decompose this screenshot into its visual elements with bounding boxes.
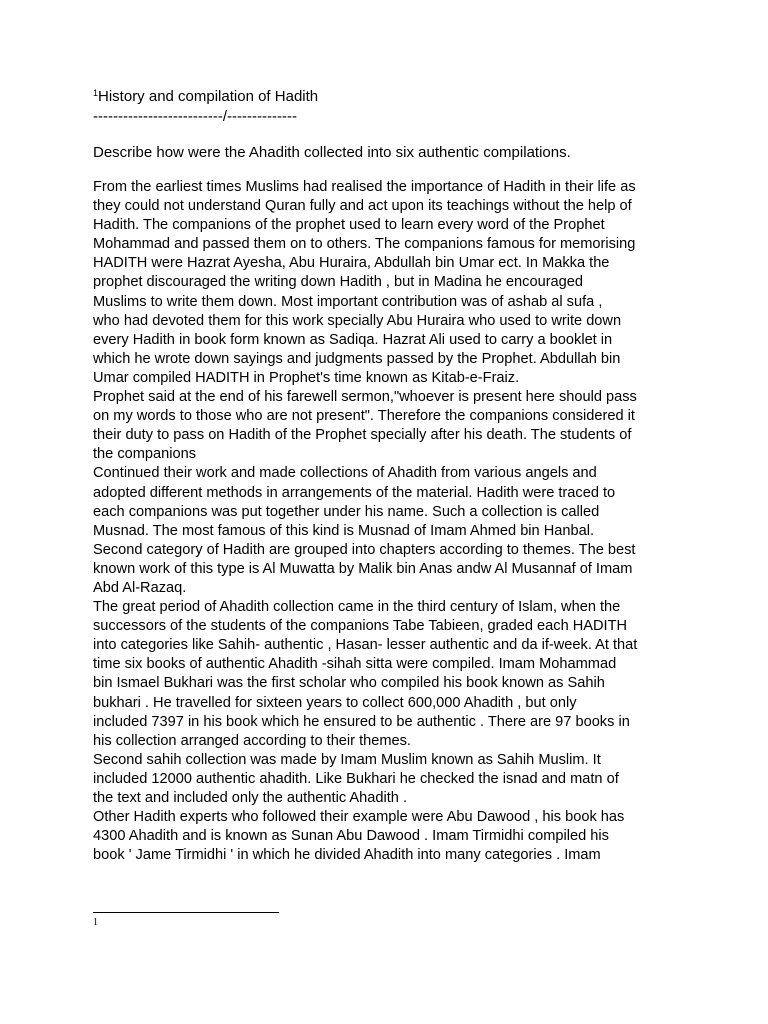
text-line: the text and included only the authentic Ahadith . (93, 790, 407, 806)
text-line: included 12000 authentic ahadith. Like Bukhari he checked the isnad and matn of (93, 770, 619, 787)
document-heading (93, 87, 318, 106)
text-line: Hadith. The companions of the prophet used to learn every word of the Prophet (93, 217, 605, 234)
text-line: Umar compiled HADITH in Prophet's time known as Kitab-e-Fraiz. (93, 369, 520, 386)
text-line: every Hadith in book form known as Sadiqa. Hazrat Ali used to carry a booklet in (93, 331, 613, 348)
text-line: 4300 Ahadith and is known as Sunan Abu Dawood . Imam Tirmidhi compiled his (93, 828, 609, 845)
text-line: Second category of Hadith are grouped into chapters according to themes. The best (93, 541, 636, 558)
footnote-reference: 1 (93, 88, 99, 98)
text-line: prophet discouraged the writing down Hadith , but in Madina he encouraged (93, 274, 584, 291)
text-line: included 7397 in his book which he ensured to be authentic . There are 97 books in (93, 713, 630, 730)
text-line: Prophet said at the end of his farewell sermon,"whoever is present here should pass (93, 389, 637, 406)
text-line: on my words to those who are not present". Therefore the companions considered it (93, 408, 635, 425)
text-line: his collection arranged according to their themes. (93, 732, 411, 749)
footnote-separator (93, 912, 279, 913)
body-text (93, 178, 693, 865)
text-line: each companions was put together under his name. Such a collection is called (93, 503, 600, 520)
question-line: Describe how were the Ahadith collected into six authentic compilations. (93, 144, 571, 161)
text-line: Abd Al-Razaq. (93, 579, 187, 596)
text-line: Other Hadith experts who followed their example were Abu Dawood , his book has (93, 809, 625, 826)
heading-title: History and compilation of Hadith (98, 88, 319, 105)
text-line: book ' Jame Tirmidhi ' in which he divided Ahadith into many categories . Imam (93, 847, 601, 864)
text-line: From the earliest times Muslims had realised the importance of Hadith in their life as (93, 179, 636, 195)
text-line: The great period of Ahadith collection came in the third century of Islam, when the (93, 599, 621, 616)
footnote-marker: 1 (93, 917, 98, 928)
text-line: they could not understand Quran fully and act upon its teachings without the help of (93, 198, 632, 215)
text-line: bin Ismael Bukhari was the first scholar who compiled his book known as Sahih (93, 675, 605, 692)
text-line: HADITH were Hazrat Ayesha, Abu Huraira, Abdullah bin Umar ect. In Makka the (93, 255, 610, 272)
text-line: into categories like Sahih- authentic , Hasan- lesser authentic and da if-week. At that (93, 637, 638, 654)
text-line: Mohammad and passed them on to others. The companions famous for memorising (93, 236, 636, 253)
text-line: the companions (93, 446, 197, 463)
text-line: successors of the students of the companions Tabe Tabieen, graded each HADITH (93, 618, 628, 635)
text-line: Second sahih collection was made by Imam Muslim known as Sahih Muslim. It (93, 751, 601, 768)
text-line: bukhari . He travelled for sixteen years to collect 600,000 Ahadith , but only (93, 694, 577, 711)
text-line: which he wrote down sayings and judgments passed by the Prophet. Abdullah bin (93, 350, 621, 367)
text-line: adopted different methods in arrangements of the material. Hadith were traced to (93, 484, 616, 501)
text-line: Continued their work and made collections of Ahadith from various angels and (93, 465, 597, 482)
text-line: Musnad. The most famous of this kind is Musnad of Imam Ahmed bin Hanbal. (93, 522, 595, 539)
text-line: their duty to pass on Hadith of the Prophet specially after his death. The students of (93, 427, 632, 444)
text-line: who had devoted them for this work specially Abu Huraira who used to write down (93, 312, 622, 329)
text-line: time six books of authentic Ahadith -sihah sitta were compiled. Imam Mohammad (93, 656, 617, 673)
text-line: Muslims to write them down. Most important contribution was of ashab al sufa , (93, 293, 603, 310)
text-line: known work of this type is Al Muwatta by Malik bin Anas andw Al Musannaf of Imam (93, 560, 633, 577)
heading-separator: --------------------------/-------------- (93, 108, 297, 125)
